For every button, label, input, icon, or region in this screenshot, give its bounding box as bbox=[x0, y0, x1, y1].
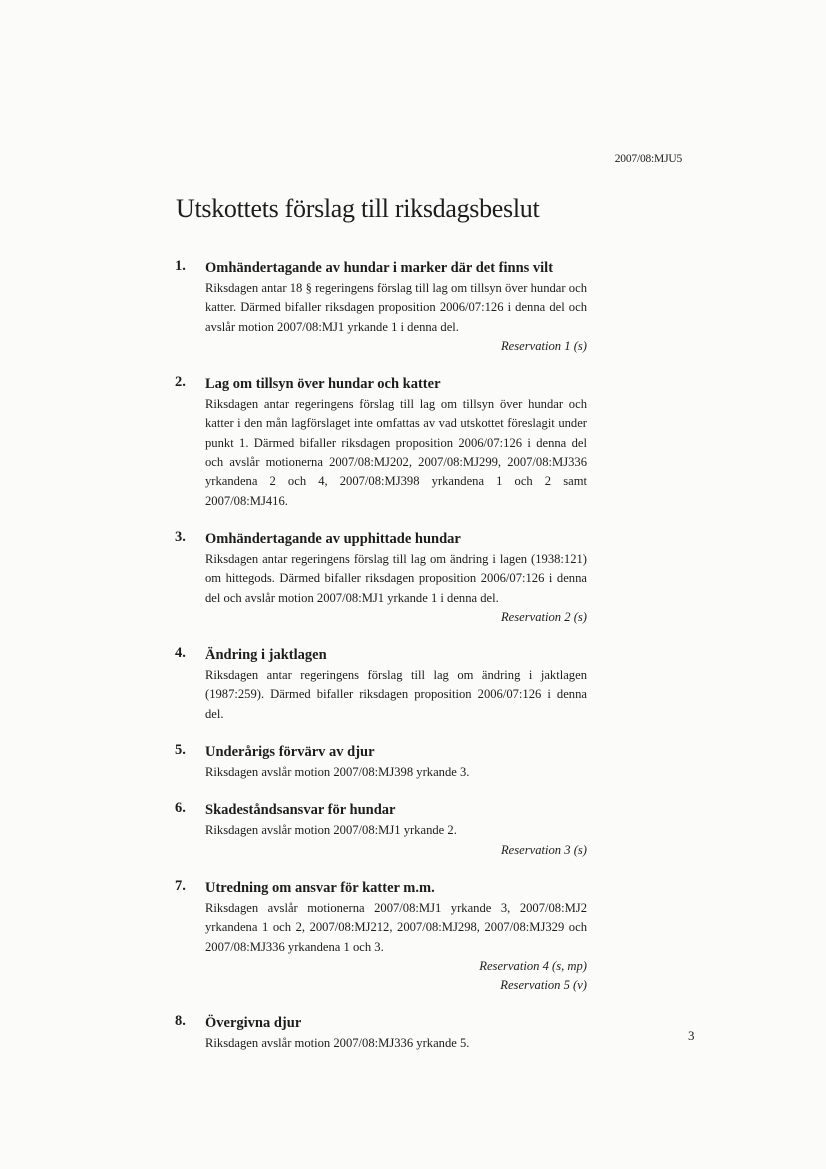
item-body: Riksdagen antar regeringens förslag till lag om ändring i lagen (1938:121) om hittegods. Därmed bifaller riksdagen proposition 2006/07:126 i denna del och avslår motion 2007/08:MJ1 yrkande 1 i denna del. bbox=[205, 551, 587, 605]
reservation-note: Reservation 1 (s) bbox=[500, 338, 587, 353]
item-body: Riksdagen antar regeringens förslag till lag om tillsyn över hundar och katter i den mån lagförslaget inte omfattas av vad utskottet föreslagit under punkt 1. Därmed bifaller riksdagen proposition 2006/07:126 i denna del och avslår motionerna 2007/08:MJ202, 2007/08:MJ299, 2007/08:MJ336 yrkandena 2 och 4, 2007/08:MJ398 yrkandena 1 och 2 samt 2007/08:MJ416. bbox=[205, 397, 587, 508]
decision-item-4 bbox=[175, 645, 587, 724]
document-reference: 2007/08:MJU5 bbox=[614, 153, 682, 165]
item-heading: Ändring i jaktlagen bbox=[205, 647, 327, 664]
item-heading: Lag om tillsyn över hundar och katter bbox=[205, 376, 441, 393]
decision-item-3 bbox=[175, 529, 587, 627]
decision-item-7 bbox=[175, 878, 587, 995]
reservation-note: Reservation 2 (s) bbox=[500, 609, 587, 624]
item-body: Riksdagen avslår motionerna 2007/08:MJ1 yrkande 3, 2007/08:MJ2 yrkandena 1 och 2, 2007/08:MJ212, 2007/08:MJ298, 2007/08:MJ329 och 2007/08:MJ336 yrkandena 1 och 3. bbox=[205, 900, 587, 954]
reservation-note: Reservation 3 (s) bbox=[500, 842, 587, 857]
item-body: Riksdagen avslår motion 2007/08:MJ336 yrkande 5. bbox=[205, 1036, 470, 1051]
decision-item-2 bbox=[175, 374, 587, 511]
decision-item-5 bbox=[175, 742, 587, 782]
item-number: 4. bbox=[175, 645, 186, 662]
decision-list bbox=[175, 258, 587, 1072]
decision-item-1 bbox=[175, 258, 587, 356]
item-number: 2. bbox=[175, 374, 186, 391]
reservation-note: Reservation 5 (v) bbox=[500, 978, 587, 993]
item-body: Riksdagen antar 18 § regeringens förslag till lag om tillsyn över hundar och katter. Därmed bifaller riksdagen proposition 2006/07:126 i denna del och avslår motion 2007/08:MJ1 yrkande 1 i denna del. bbox=[205, 281, 587, 334]
item-body: Riksdagen antar regeringens förslag till lag om ändring i jaktlagen (1987:259). Därmed bifaller riksdagen proposition 2006/07:126 i denna del. bbox=[205, 668, 587, 721]
item-number: 3. bbox=[175, 528, 186, 545]
item-heading: Underårigs förvärv av djur bbox=[205, 744, 375, 761]
reservation-note: Reservation 4 (s, mp) bbox=[479, 958, 587, 973]
item-heading: Skadeståndsansvar för hundar bbox=[205, 802, 396, 819]
item-number: 8. bbox=[175, 1013, 186, 1030]
item-heading: Omhändertagande av upphittade hundar bbox=[205, 530, 461, 547]
item-number: 7. bbox=[175, 877, 186, 894]
item-number: 1. bbox=[175, 258, 186, 274]
item-number: 6. bbox=[175, 800, 186, 817]
decision-item-8 bbox=[175, 1013, 587, 1053]
item-body: Riksdagen avslår motion 2007/08:MJ1 yrkande 2. bbox=[205, 823, 457, 838]
page-number: 3 bbox=[688, 1028, 695, 1043]
decision-item-6 bbox=[175, 800, 587, 860]
page-title: Utskottets förslag till riksdagsbeslut bbox=[176, 194, 540, 223]
item-number: 5. bbox=[175, 742, 186, 759]
item-body: Riksdagen avslår motion 2007/08:MJ398 yrkande 3. bbox=[205, 765, 470, 780]
item-heading: Utredning om ansvar för katter m.m. bbox=[205, 879, 435, 896]
item-heading: Övergivna djur bbox=[205, 1015, 302, 1032]
item-heading: Omhändertagande av hundar i marker där det finns vilt bbox=[205, 260, 554, 276]
